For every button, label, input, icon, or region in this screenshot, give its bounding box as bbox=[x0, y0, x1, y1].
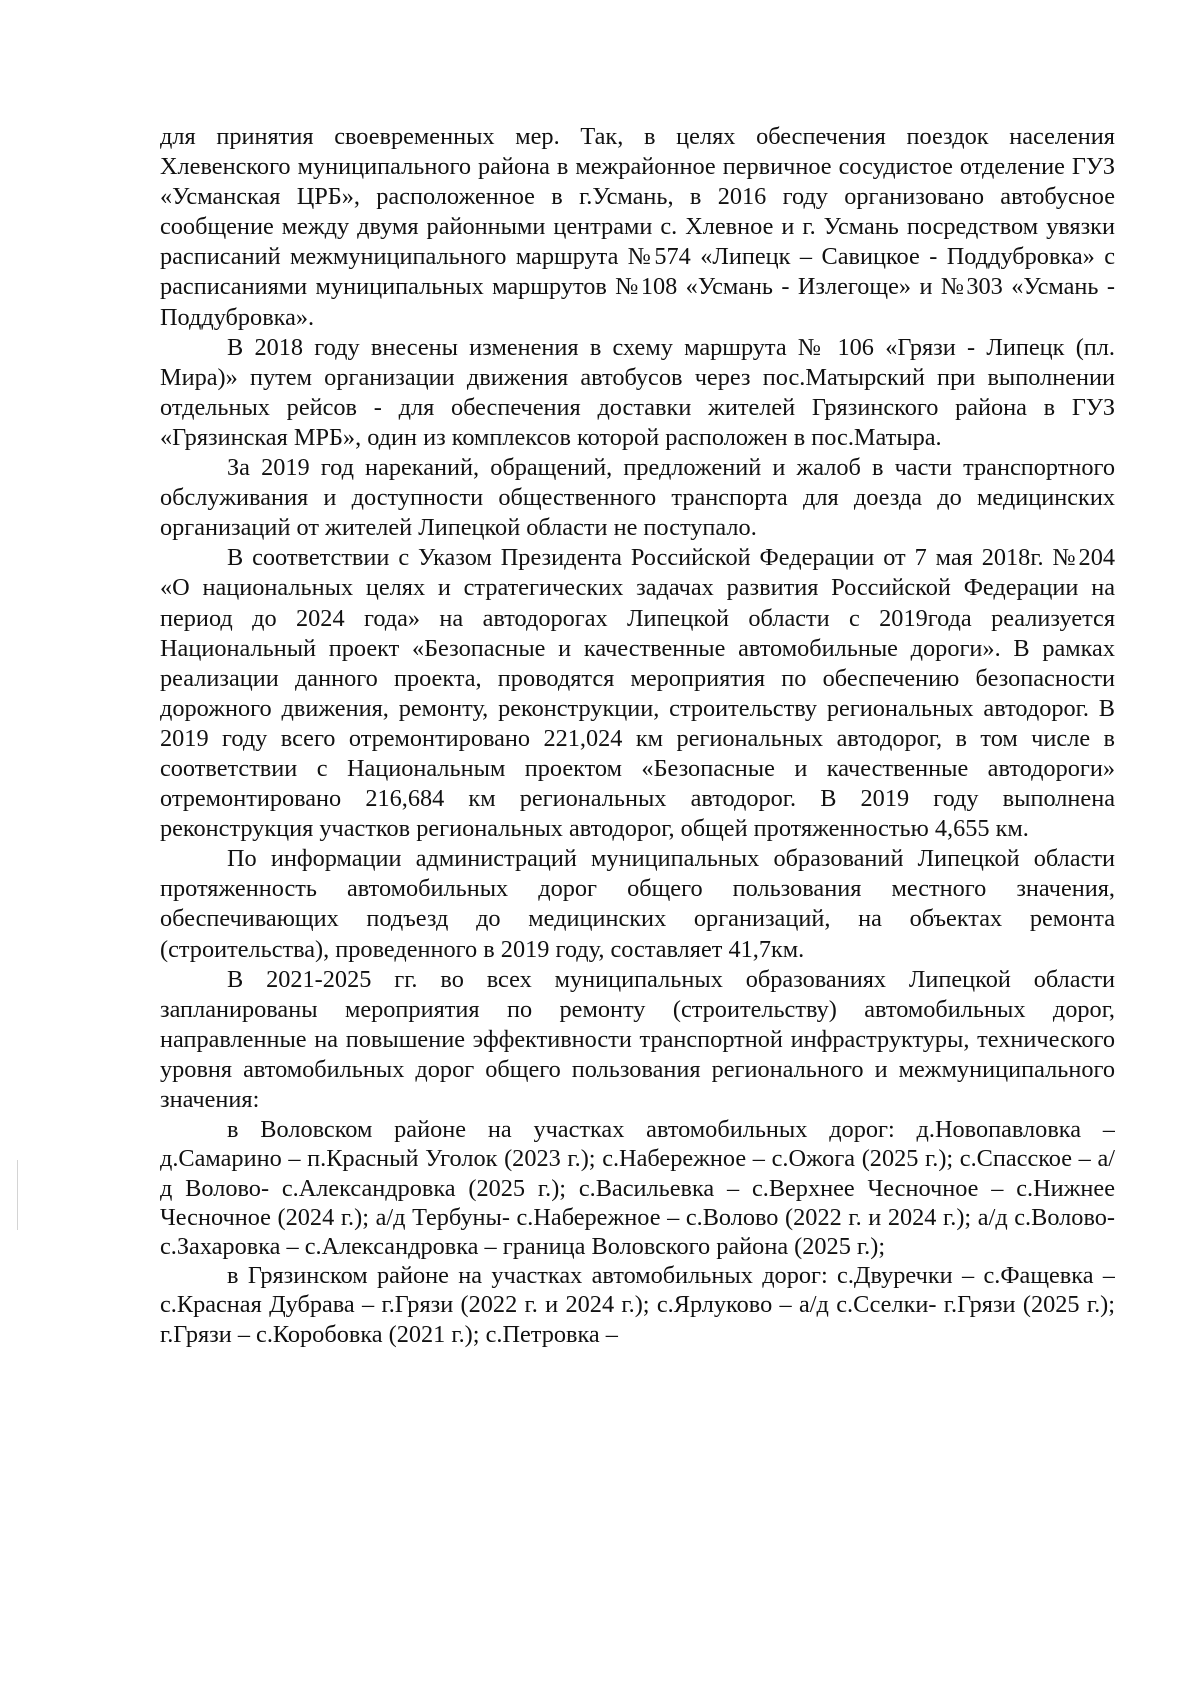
paragraph-volovo-district: в Воловском районе на участках автомобильных дорог: д.Новопавловка – д.Самарино – п.Красный Уголок (2023 г.); с.Набережное – с.Ожога (2025 г.); с.Спасское – а/д Волово- с.Александровка (2025 г.); с.Васильевка – с.Верхнее Чесночное – с.Нижнее Чесночное (2024 г.); а/д Тербуны- с.Набережное – с.Волово (2022 г. и 2024 г.); а/д с.Волово-с.Захаровка – с.Александровка – граница Воловского района (2025 г.); bbox=[160, 1116, 1115, 1260]
paragraph-no-complaints: За 2019 год нареканий, обращений, предложений и жалоб в части транспортного обслуживания и доступности общественного транспорта для доезда до медицинских организаций от жителей Липецкой области не поступало. bbox=[160, 454, 1115, 542]
paragraph-transport-khlevnoe: для принятия своевременных мер. Так, в целях обеспечения поездок населения Хлевенского муниципального района в межрайонное первичное сосудистое отделение ГУЗ «Усманская ЦРБ», расположенное в г.Усмань, в 2016 году организовано автобусное сообщение между двумя районными центрами с. Хлевное и г. Усмань посредством увязки расписаний межмуниципального маршрута №574 «Липецк – Савицкое - Поддубровка» с расписаниями муниципальных маршрутов №108 «Усмань - Излегоще» и №303 «Усмань - Поддубровка». bbox=[160, 123, 1115, 331]
document-page bbox=[160, 122, 1115, 1672]
paragraph-route-106: В 2018 году внесены изменения в схему маршрута № 106 «Грязи - Липецк (пл. Мира)» путем организации движения автобусов через пос.Матырский при выполнении отдельных рейсов - для обеспечения доставки жителей Грязинского района в ГУЗ «Грязинская МРБ», один из комплексов которой расположен в пос.Матыра. bbox=[160, 333, 1115, 451]
paragraph-2021-2025-plans: В 2021-2025 гг. во всех муниципальных образованиях Липецкой области запланированы мероприятия по ремонту (строительству) автомобильных дорог, направленные на повышение эффективности транспортной инфраструктуры, технического уровня автомобильных дорог общего пользования регионального и межмуниципального значения: bbox=[160, 965, 1115, 1113]
paragraph-gryazi-district: в Грязинском районе на участках автомобильных дорог: с.Двуречки – с.Фащевка – с.Красная Дубрава – г.Грязи (2022 г. и 2024 г.); с.Ярлуково – а/д с.Сселки- г.Грязи (2025 г.); г.Грязи – с.Коробовка (2021 г.); с.Петровка – bbox=[160, 1262, 1115, 1348]
paragraph-national-project: В соответствии с Указом Президента Российской Федерации от 7 мая 2018г. №204 «О национальных целях и стратегических задачах развития Российской Федерации на период до 2024 года» на автодорогах Липецкой области с 2019года реализуется Национальный проект «Безопасные и качественные автомобильные дороги». В рамках реализации данного проекта, проводятся мероприятия по обеспечению безопасности дорожного движения, ремонту, реконструкции, строительству региональных автодорог. В 2019 году всего отремонтировано 221,024 км региональных автодорог, в том числе в соответствии с Национальным проектом «Безопасные и качественные автодороги» отремонтировано 216,684 км региональных автодорог. В 2019 году выполнена реконструкция участков региональных автодорог, общей протяженностью 4,655 км. bbox=[160, 544, 1115, 843]
paragraph-local-roads: По информации администраций муниципальных образований Липецкой области протяженность автомобильных дорог общего пользования местного значения, обеспечивающих подъезд до медицинских организаций, на объектах ремонта (строительства), проведенного в 2019 году, составляет 41,7км. bbox=[160, 845, 1115, 963]
scan-margin-mark bbox=[17, 1160, 18, 1230]
